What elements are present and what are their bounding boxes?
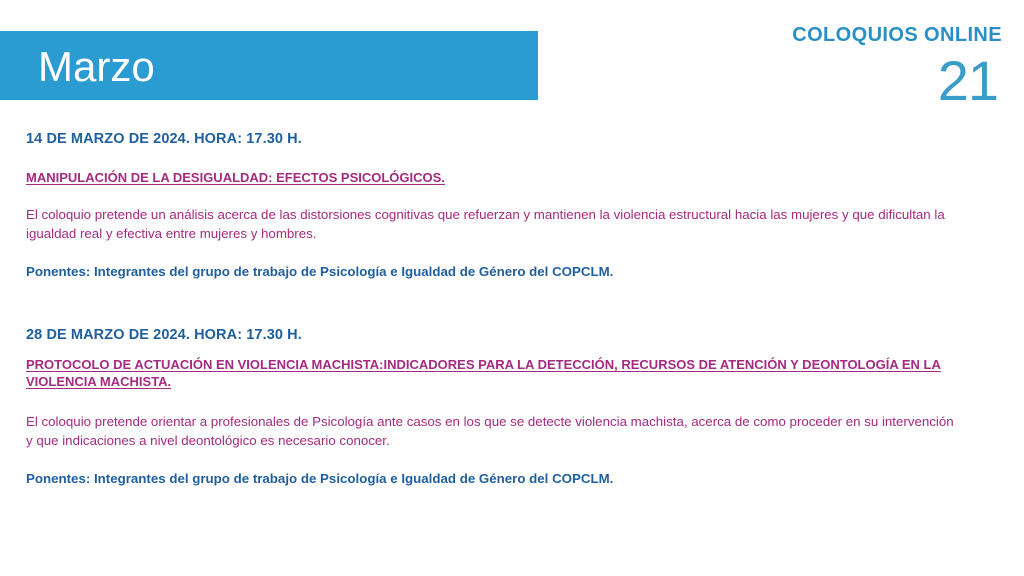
session-description: El coloquio pretende un análisis acerca de las distorsiones cognitivas que refuerzan y mantienen la violencia estructural hacia las mujeres y que dificultan la igualdad real y efectiva entre mujeres y hombres. <box>26 207 945 241</box>
brand-title: COLOQUIOS ONLINE <box>792 24 1002 46</box>
session-title: PROTOCOLO DE ACTUACIÓN EN VIOLENCIA MACHISTA:INDICADORES PARA LA DETECCIÓN, RECURSOS DE ATENCIÓN Y DEONTOLOGÍA EN LA VIOLENCIA MACHISTA. <box>26 357 941 389</box>
month-title: Marzo <box>38 43 155 90</box>
sessions-list <box>26 131 956 488</box>
edition-number: 21 <box>937 49 998 112</box>
session-speakers: Ponentes: Integrantes del grupo de trabajo de Psicología e Igualdad de Género del COPCLM. <box>26 471 614 486</box>
session-entry <box>26 131 956 281</box>
session-speakers: Ponentes: Integrantes del grupo de trabajo de Psicología e Igualdad de Género del COPCLM. <box>26 264 614 279</box>
session-entry <box>26 327 956 488</box>
session-date: 14 DE MARZO DE 2024. HORA: 17.30 H. <box>26 131 302 147</box>
session-title: MANIPULACIÓN DE LA DESIGUALDAD: EFECTOS PSICOLÓGICOS. <box>26 170 445 185</box>
session-description: El coloquio pretende orientar a profesionales de Psicología ante casos en los que se detecte violencia machista, acerca de como proceder en su intervención y que indicaciones a nivel deontológico es necesario conocer. <box>26 414 954 448</box>
session-date: 28 DE MARZO DE 2024. HORA: 17.30 H. <box>26 327 302 343</box>
